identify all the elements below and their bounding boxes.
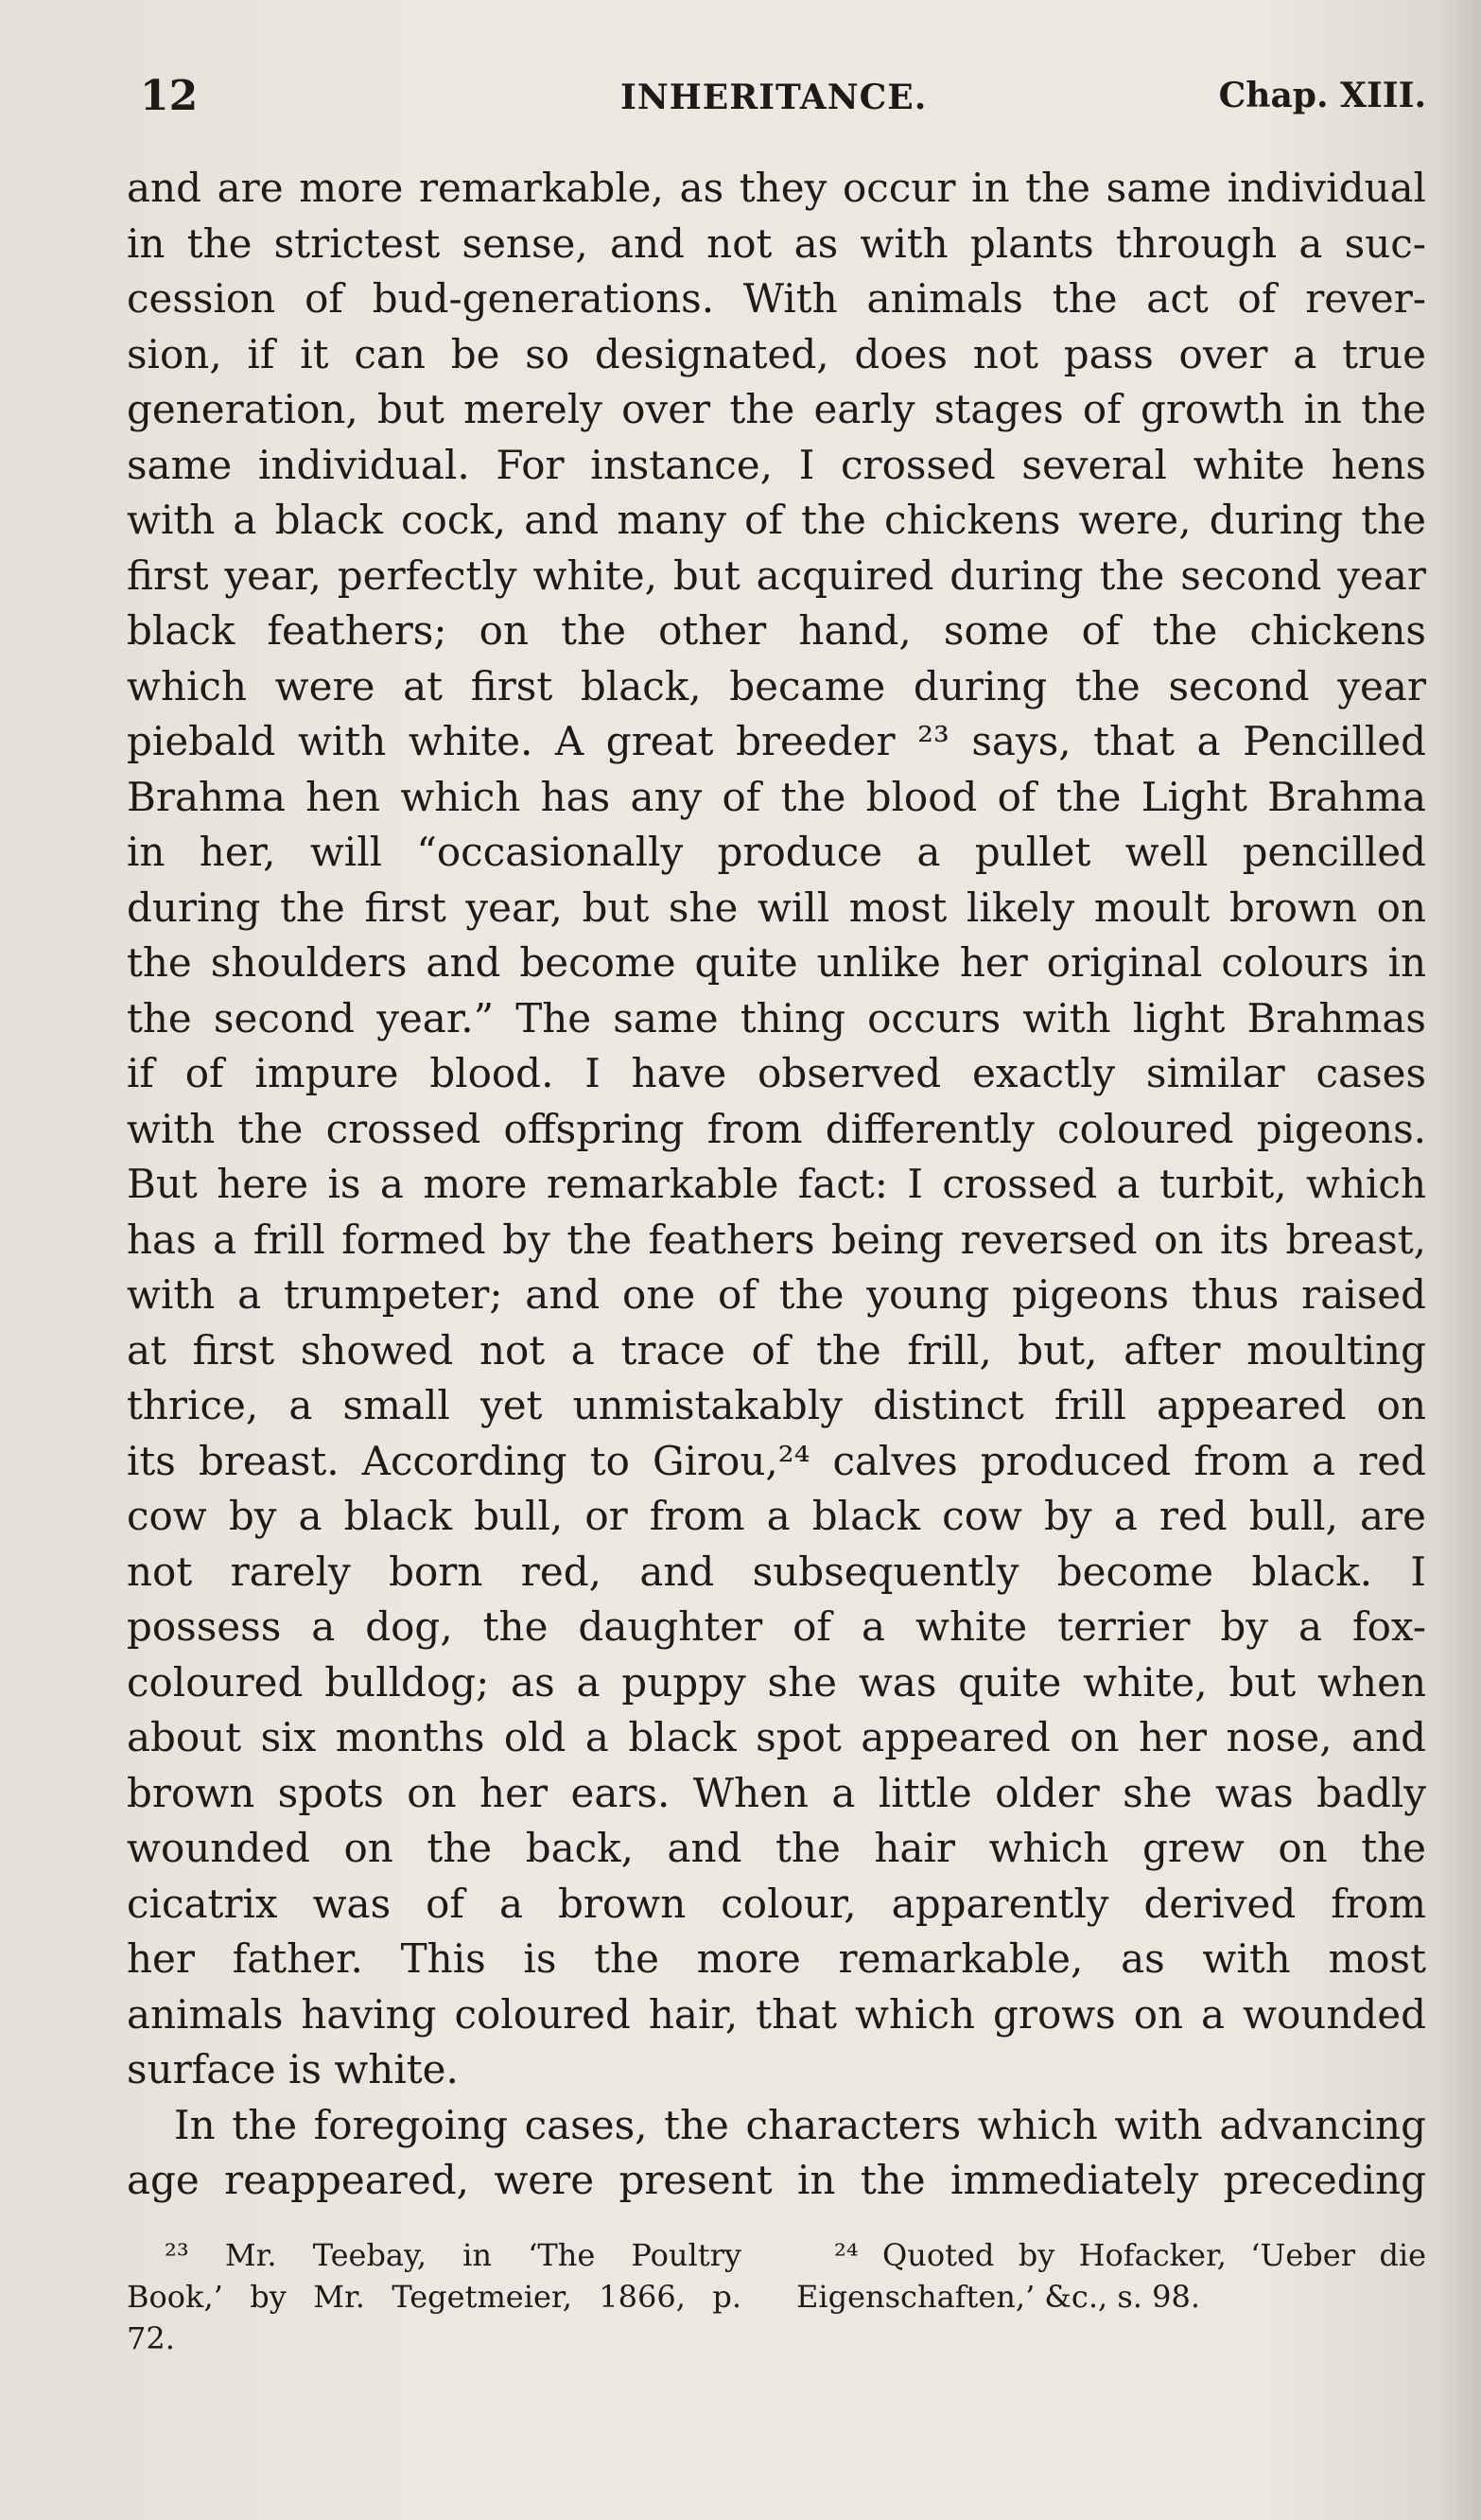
footnotes: [127, 2234, 1426, 2356]
text-line: wounded on the back, and the hair which grew on the: [127, 1825, 1426, 1871]
footnote-23: [127, 2234, 741, 2359]
body-text: [127, 161, 1426, 2209]
footnote-line: 72.: [127, 2320, 175, 2356]
footnote-24: [796, 2234, 1426, 2318]
text-line: possess a dog, the daughter of a white terrier by a fox-: [127, 1603, 1426, 1650]
footnote-line: Book,’ by Mr. Tegetmeier, 1866, p.: [127, 2279, 741, 2315]
text-line: with a trumpeter; and one of the young pigeons thus raised: [127, 1271, 1426, 1318]
text-line: the shoulders and become quite unlike her original colours in: [127, 939, 1426, 986]
text-line: cow by a black bull, or from a black cow by a red bull, are: [127, 1493, 1426, 1539]
text-line: age reappeared, were present in the immediately preceding: [127, 2157, 1426, 2203]
text-line: in the strictest sense, and not as with plants through a suc-: [127, 219, 1426, 267]
text-line: cession of bud-generations. With animals the act of rever-: [127, 275, 1426, 322]
text-line: same individual. For instance, I crossed several white hens: [127, 441, 1426, 488]
text-line: thrice, a small yet unmistakably distinct frill appeared on: [127, 1382, 1426, 1428]
chapter-reference: Chap. XIII.: [1218, 76, 1426, 115]
text-line: animals having coloured hair, that which grows on a wounded: [127, 1990, 1426, 2038]
text-line: brown spots on her ears. When a little older she was badly: [127, 1769, 1426, 1816]
text-line: her father. This is the more remarkable, as with most: [127, 1935, 1426, 1982]
text-line: its breast. According to Girou,²⁴ calves produced from a red: [127, 1437, 1426, 1484]
text-line: But here is a more remarkable fact: I crossed a turbit, which: [127, 1161, 1426, 1207]
text-line: not rarely born red, and subsequently become black. I: [127, 1548, 1426, 1595]
text-line: at first showed not a trace of the frill, but, after moulting: [127, 1326, 1426, 1374]
text-line: with a black cock, and many of the chickens were, during the: [127, 497, 1426, 543]
text-line: generation, but merely over the early stages of growth in the: [127, 386, 1426, 432]
text-line: cicatrix was of a brown colour, apparently derived from: [127, 1880, 1426, 1927]
text-line: surface is white.: [127, 2046, 459, 2092]
text-line: first year, perfectly white, but acquired during the second year: [127, 551, 1426, 599]
page-number: 12: [140, 72, 199, 120]
text-line: the second year.” The same thing occurs with light Brahmas: [127, 994, 1426, 1041]
running-head: [140, 72, 1426, 129]
text-line: if of impure blood. I have observed exactly similar cases: [127, 1050, 1426, 1096]
text-line: with the crossed offspring from differently coloured pigeons.: [127, 1105, 1426, 1152]
text-line: black feathers; on the other hand, some of the chickens: [127, 607, 1426, 654]
text-line: Brahma hen which has any of the blood of the Light Brahma: [127, 773, 1426, 820]
text-line: has a frill formed by the feathers being reversed on its breast,: [127, 1216, 1426, 1263]
footnote-line: Eigenschaften,’ &c., s. 98.: [796, 2279, 1200, 2315]
text-line: piebald with white. A great breeder ²³ says, that a Pencilled: [127, 718, 1426, 764]
text-line: In the foregoing cases, the characters which with advancing: [174, 2101, 1426, 2148]
text-line: which were at first black, became during the second year: [127, 662, 1426, 709]
text-line: coloured bulldog; as a puppy she was quite white, but when: [127, 1658, 1426, 1706]
text-line: in her, will “occasionally produce a pullet well pencilled: [127, 829, 1426, 875]
footnote-line: ²⁴ Quoted by Hofacker, ‘Ueber die: [834, 2237, 1426, 2273]
running-title: INHERITANCE.: [620, 78, 928, 117]
text-line: about six months old a black spot appeared on her nose, and: [127, 1714, 1426, 1760]
text-line: during the first year, but she will most likely moult brown on: [127, 884, 1426, 931]
text-line: sion, if it can be so designated, does not pass over a true: [127, 330, 1426, 377]
footnote-line: ²³ Mr. Teebay, in ‘The Poultry: [165, 2237, 741, 2273]
text-line: and are more remarkable, as they occur in the same individual: [127, 165, 1426, 211]
